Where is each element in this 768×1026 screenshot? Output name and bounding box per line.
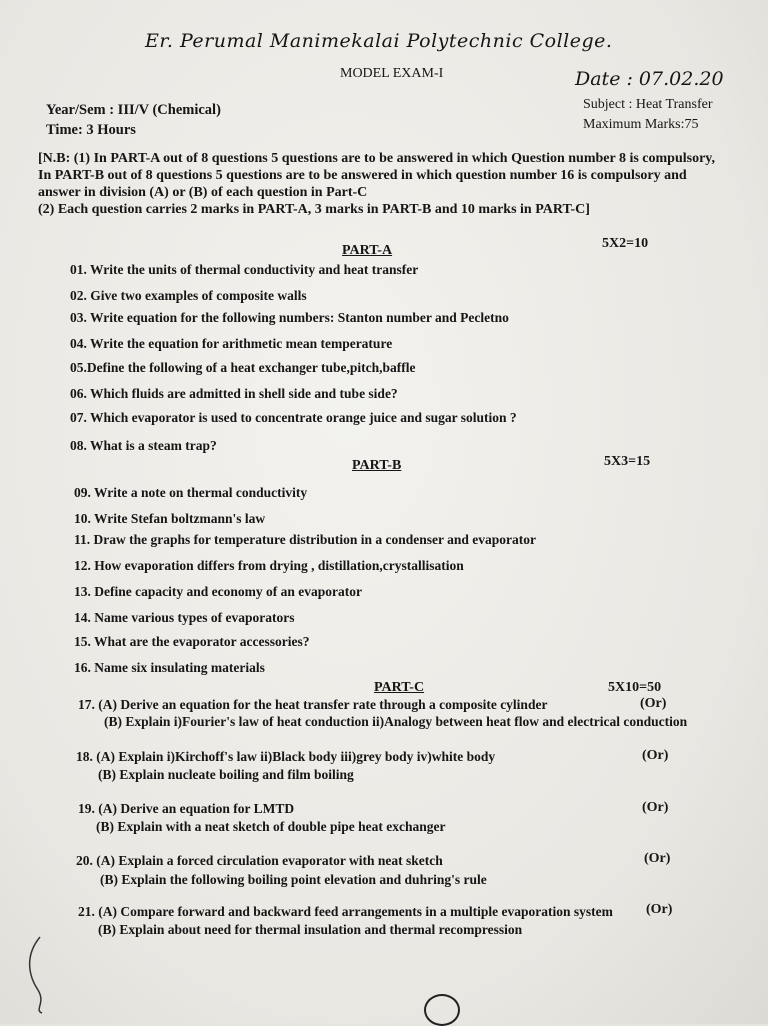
or-label-17: (Or): [640, 696, 667, 711]
part-c-title: PART-C: [374, 680, 425, 695]
max-marks: Maximum Marks:75: [583, 117, 699, 132]
part-a-title: PART-A: [342, 243, 393, 258]
year-sem: Year/Sem : III/V (Chemical): [46, 102, 221, 118]
question-14: 14. Name various types of evaporators: [74, 610, 295, 625]
exam-time: Time: 3 Hours: [46, 122, 136, 138]
question-17a: 17. (A) Derive an equation for the heat transfer rate through a composite cylinder: [78, 697, 548, 712]
instruction-line: (2) Each question carries 2 marks in PART-A, 3 marks in PART-B and 10 marks in PART-C]: [38, 202, 590, 217]
pen-mark-icon: [20, 935, 60, 1015]
question-10: 10. Write Stefan boltzmann's law: [74, 511, 266, 526]
question-18b: (B) Explain nucleate boiling and film boiling: [98, 767, 354, 782]
question-03: 03. Write equation for the following numbers: Stanton number and Pecletno: [70, 310, 509, 325]
question-09: 09. Write a note on thermal conductivity: [74, 485, 308, 500]
question-21b: (B) Explain about need for thermal insulation and thermal recompression: [98, 922, 523, 937]
question-18a: 18. (A) Explain i)Kirchoff's law ii)Black body iii)grey body iv)white body: [76, 749, 496, 764]
or-label-20: (Or): [644, 851, 671, 866]
question-20a: 20. (A) Explain a forced circulation evaporator with neat sketch: [76, 853, 443, 868]
or-label-19: (Or): [642, 800, 669, 815]
instructions: [38, 150, 756, 218]
instruction-line: answer in division (A) or (B) of each question in Part-C: [38, 185, 368, 200]
part-b-title: PART-B: [352, 458, 402, 473]
exam-title: MODEL EXAM-I: [340, 66, 444, 81]
question-19b: (B) Explain with a neat sketch of double pipe heat exchanger: [96, 819, 446, 834]
subject: Subject : Heat Transfer: [583, 97, 713, 112]
question-02: 02. Give two examples of composite walls: [70, 288, 307, 303]
exam-date: Date : 07.02.20: [575, 68, 724, 90]
college-name: Er. Perumal Manimekalai Polytechnic College.: [145, 30, 613, 52]
question-20b: (B) Explain the following boiling point elevation and duhring's rule: [100, 872, 487, 887]
question-11: 11. Draw the graphs for temperature distribution in a condenser and evaporator: [74, 532, 536, 547]
or-label-18: (Or): [642, 748, 669, 763]
or-label-21: (Or): [646, 902, 673, 917]
question-01: 01. Write the units of thermal conductivity and heat transfer: [70, 262, 419, 277]
question-13: 13. Define capacity and economy of an evaporator: [74, 584, 362, 599]
question-06: 06. Which fluids are admitted in shell side and tube side?: [70, 386, 398, 401]
stamp-icon: [424, 994, 460, 1026]
question-12: 12. How evaporation differs from drying , distillation,crystallisation: [74, 558, 464, 573]
question-15: 15. What are the evaporator accessories?: [74, 634, 310, 649]
question-16: 16. Name six insulating materials: [74, 660, 265, 675]
question-07: 07. Which evaporator is used to concentrate orange juice and sugar solution ?: [70, 410, 517, 425]
question-21a: 21. (A) Compare forward and backward feed arrangements in a multiple evaporation system: [78, 904, 613, 919]
question-19a: 19. (A) Derive an equation for LMTD: [78, 801, 295, 816]
instruction-line: In PART-B out of 8 questions 5 questions are to be answered in which question number 16 is compulsory and: [38, 168, 687, 183]
part-b-marks: 5X3=15: [604, 454, 651, 469]
part-a-marks: 5X2=10: [602, 236, 649, 251]
question-04: 04. Write the equation for arithmetic mean temperature: [70, 336, 393, 351]
question-08: 08. What is a steam trap?: [70, 438, 217, 453]
question-05: 05.Define the following of a heat exchanger tube,pitch,baffle: [70, 360, 416, 375]
part-c-marks: 5X10=50: [608, 680, 662, 695]
question-17b: (B) Explain i)Fourier's law of heat conduction ii)Analogy between heat flow and electrical conduction: [104, 714, 688, 729]
instruction-line: [N.B: (1) In PART-A out of 8 questions 5 questions are to be answered in which Question number 8 is compulsory,: [38, 151, 716, 166]
